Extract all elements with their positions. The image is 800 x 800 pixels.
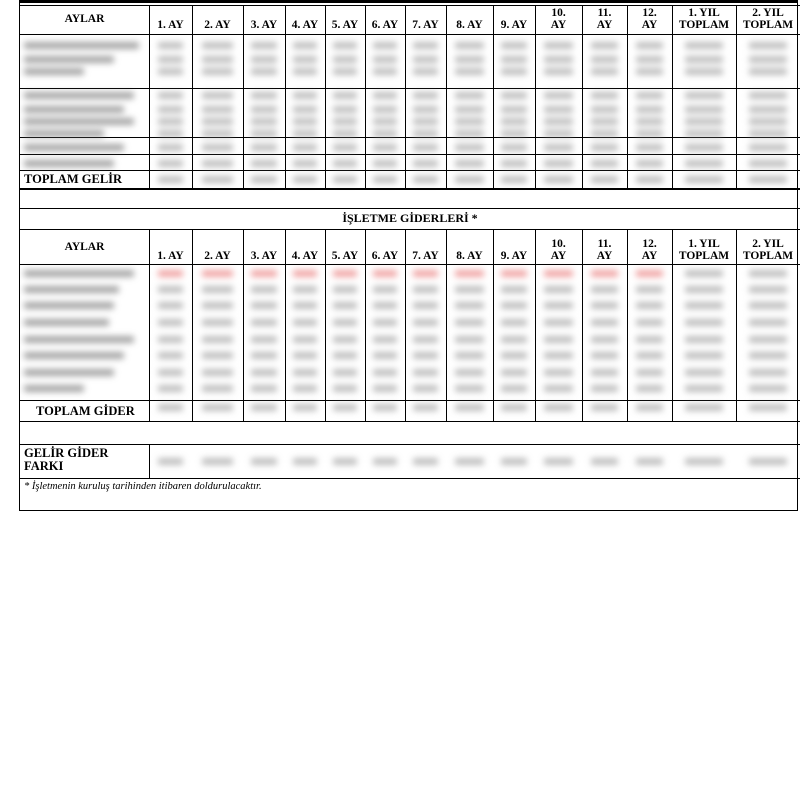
column-header: 3. AY [250, 250, 278, 262]
column-header: 9. AY [500, 250, 528, 262]
column-header: 4. AY [291, 19, 319, 31]
column-header: 4. AY [291, 250, 319, 262]
column-header: 12. AY [641, 7, 658, 31]
column-header: 5. AY [331, 250, 359, 262]
column-header: 6. AY [371, 19, 399, 31]
difference-label: GELİR GİDER FARKI [24, 446, 109, 473]
expense-redacted-values [20, 264, 800, 422]
column-header: 2. YIL TOPLAM [742, 7, 794, 31]
column-header: 1. YIL TOPLAM [678, 7, 730, 31]
column-header: 7. AY [412, 19, 439, 31]
column-header: 2. AY [204, 19, 231, 31]
sheet-top-border [19, 0, 798, 3]
column-header: 11. AY [596, 238, 613, 262]
column-header: 10. AY [550, 238, 567, 262]
expense-header-aylar: AYLAR [64, 241, 105, 253]
column-header: 5. AY [331, 19, 359, 31]
column-header: 7. AY [412, 250, 439, 262]
column-header: 10. AY [550, 7, 567, 31]
column-header: 3. AY [250, 19, 278, 31]
column-header: 9. AY [500, 19, 528, 31]
income-header-aylar: AYLAR [64, 13, 105, 25]
column-header: 2. YIL TOPLAM [742, 238, 794, 262]
column-header: 1. YIL TOPLAM [678, 238, 730, 262]
footnote: * İşletmenin kuruluş tarihinden itibaren doldurulacaktır. [24, 481, 262, 492]
column-header: 2. AY [204, 250, 231, 262]
column-header: 12. AY [641, 238, 658, 262]
column-header: 11. AY [596, 7, 613, 31]
income-redacted-values [20, 34, 800, 186]
column-header: 8. AY [456, 250, 483, 262]
column-header: 1. AY [157, 250, 184, 262]
column-header: 8. AY [456, 19, 483, 31]
expense-total-label: TOPLAM GİDER [36, 404, 135, 418]
difference-redacted-values [150, 448, 800, 476]
income-total-label: TOPLAM GELİR [24, 172, 123, 186]
column-header: 1. AY [157, 19, 184, 31]
column-header: 6. AY [371, 250, 399, 262]
expense-table-title: İŞLETME GİDERLERİ * [342, 211, 478, 225]
